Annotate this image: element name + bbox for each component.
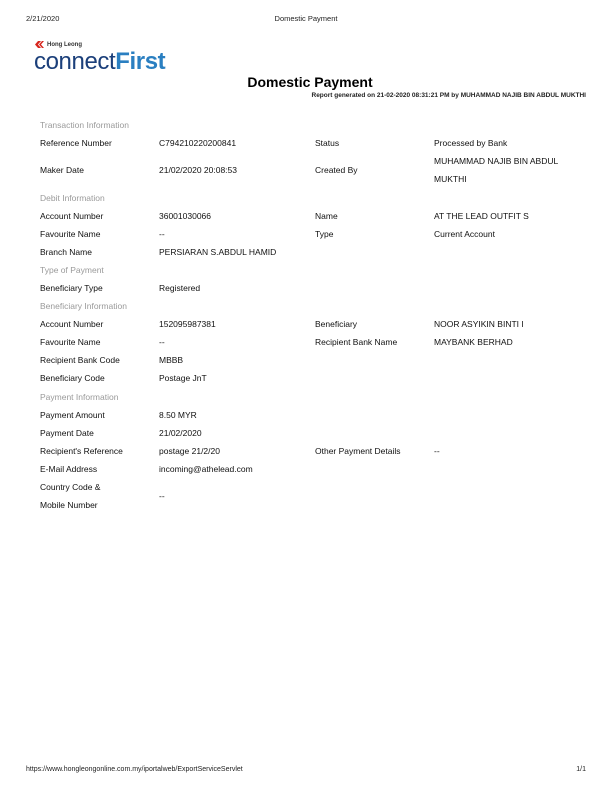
value-recipient-bank-name: MAYBANK BERHAD <box>434 337 513 347</box>
row-reference-number <box>40 134 590 152</box>
print-url: https://www.hongleongonline.com.my/iportalweb/ExportServiceServlet <box>26 766 243 773</box>
value-status: Processed by Bank <box>434 138 508 148</box>
wordmark-first: First <box>115 48 166 75</box>
hong-leong-logo-icon <box>35 41 44 48</box>
row-debit-favourite-name <box>40 225 590 243</box>
label-recipient-bank-name: Recipient Bank Name <box>315 337 398 347</box>
section-payment-information: Payment Information <box>40 391 119 402</box>
row-beneficiary-account-number <box>40 315 590 333</box>
value-debit-favourite-name: -- <box>159 229 165 239</box>
connectfirst-wordmark <box>34 48 165 76</box>
value-branch-name: PERSIARAN S.ABDUL HAMID <box>159 247 277 257</box>
value-recipient-reference: postage 21/2/20 <box>159 445 220 456</box>
value-beneficiary-account-number: 152095987381 <box>159 319 216 329</box>
row-recipient-reference <box>40 442 590 461</box>
row-payment-amount <box>40 406 590 424</box>
value-created-by-line2: MUKTHI <box>434 174 467 184</box>
document-title-text: Domestic Payment <box>247 74 373 90</box>
row-email-address <box>40 460 590 478</box>
label-reference-number: Reference Number <box>40 138 112 148</box>
label-created-by: Created By <box>315 165 358 175</box>
label-country-code-line1: Country Code & <box>40 482 101 492</box>
wordmark-connect: connect <box>34 48 116 75</box>
label-debit-type: Type <box>315 229 334 239</box>
label-debit-favourite-name: Favourite Name <box>40 229 101 239</box>
label-payment-amount: Payment Amount <box>40 409 105 420</box>
row-debit-account-number <box>40 207 590 225</box>
row-payment-date <box>40 424 590 442</box>
label-branch-name: Branch Name <box>40 247 92 257</box>
label-recipient-reference: Recipient's Reference <box>40 445 123 456</box>
value-recipient-bank-code: MBBB <box>159 355 184 365</box>
label-maker-date: Maker Date <box>40 165 84 175</box>
label-debit-account-number: Account Number <box>40 211 104 221</box>
page-number: 1/1 <box>576 766 586 773</box>
label-payment-date: Payment Date <box>40 427 94 438</box>
value-debit-name: AT THE LEAD OUTFIT S <box>434 211 529 221</box>
label-country-code-mobile <box>40 478 100 514</box>
row-country-code-mobile <box>40 478 590 515</box>
hong-leong-text: Hong Leong <box>47 41 82 48</box>
print-footer <box>26 766 586 776</box>
row-recipient-bank-code <box>40 351 590 369</box>
print-date: 2/21/2020 <box>26 14 60 23</box>
label-status: Status <box>315 138 340 148</box>
section-debit-information: Debit Information <box>40 193 105 203</box>
label-other-payment-details: Other Payment Details <box>315 445 401 456</box>
value-email-address: incoming@athelead.com <box>159 464 253 474</box>
document-title <box>0 74 612 90</box>
report-generated-line: Report generated on 21-02-2020 08:31:21 PM by MUHAMMAD NAJIB BIN ABDUL MUKTHI <box>311 92 586 99</box>
label-debit-name: Name <box>315 211 338 221</box>
label-beneficiary-favourite-name: Favourite Name <box>40 337 101 347</box>
section-transaction-information: Transaction Information <box>40 120 129 130</box>
section-type-of-payment: Type of Payment <box>40 265 104 275</box>
row-beneficiary-type <box>40 279 590 297</box>
row-branch-name <box>40 243 590 261</box>
label-beneficiary-code: Beneficiary Code <box>40 373 105 383</box>
row-beneficiary-favourite-name <box>40 333 590 351</box>
row-beneficiary-code <box>40 369 590 388</box>
value-debit-type: Current Account <box>434 229 495 239</box>
label-beneficiary-type: Beneficiary Type <box>40 283 103 293</box>
value-beneficiary-favourite-name: -- <box>159 337 165 347</box>
label-beneficiary: Beneficiary <box>315 319 358 329</box>
print-header <box>26 14 586 26</box>
label-country-code-line2: Mobile Number <box>40 500 98 510</box>
value-beneficiary-code: Postage JnT <box>159 373 207 383</box>
value-payment-date: 21/02/2020 <box>159 427 202 438</box>
value-created-by <box>434 152 584 188</box>
value-debit-account-number: 36001030066 <box>159 211 212 221</box>
label-beneficiary-account-number: Account Number <box>40 319 104 329</box>
value-other-payment-details: -- <box>434 445 440 456</box>
value-payment-amount: 8.50 MYR <box>159 409 197 420</box>
value-country-code-mobile: -- <box>159 491 165 501</box>
print-title: Domestic Payment <box>274 14 338 23</box>
payment-details <box>40 116 590 515</box>
label-email-address: E-Mail Address <box>40 464 98 474</box>
value-beneficiary: NOOR ASYIKIN BINTI I <box>434 319 524 329</box>
value-beneficiary-type: Registered <box>159 283 201 293</box>
label-recipient-bank-code: Recipient Bank Code <box>40 355 120 365</box>
value-created-by-line1: MUHAMMAD NAJIB BIN ABDUL <box>434 156 559 166</box>
value-maker-date: 21/02/2020 20:08:53 <box>159 165 237 175</box>
value-reference-number: C794210220200841 <box>159 138 237 148</box>
row-maker-date <box>40 152 590 189</box>
section-beneficiary-information: Beneficiary Information <box>40 301 127 311</box>
